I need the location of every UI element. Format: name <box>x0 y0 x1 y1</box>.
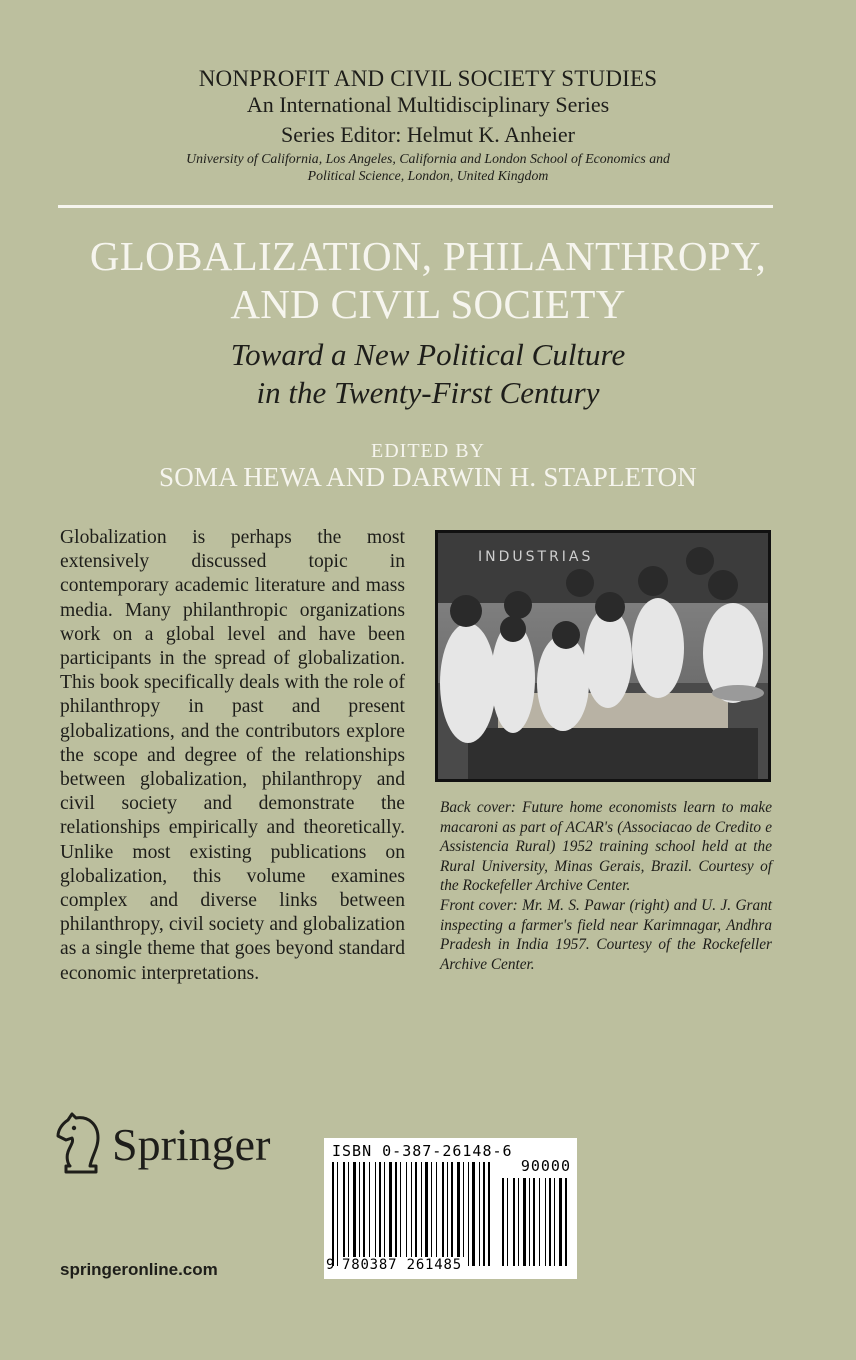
springer-logo <box>52 1110 292 1182</box>
chalkboard-text: INDUSTRIAS <box>478 549 594 565</box>
publisher-website[interactable]: springeronline.com <box>60 1260 218 1279</box>
barcode-lead-digit: 9 <box>326 1257 335 1273</box>
publisher-name: Springer <box>112 1119 271 1170</box>
cover-photo <box>435 530 771 782</box>
chess-knight-icon <box>52 1112 108 1178</box>
back-cover-caption: Back cover: Future home economists learn to make macaroni as part of ACAR's (Associacao de Credito e Assistencia Rural) 1952 training school held at the Rural University, Minas Gerais, Brazil. Courtesy of the Rockefeller Archive Center. <box>440 799 772 894</box>
photo-illustration <box>438 533 768 779</box>
series-editor-affiliation: University of California, Los Angeles, California and London School of Economics and Political Science, London, United Kingdom <box>186 151 670 183</box>
isbn-label: ISBN 0-387-26148-6 <box>332 1142 513 1160</box>
book-title <box>0 232 856 328</box>
book-title-line-2: AND CIVIL SOCIETY <box>230 281 626 327</box>
book-subtitle-line-2: in the Twenty-First Century <box>256 375 600 410</box>
edited-by-label: EDITED BY <box>371 440 485 462</box>
book-title-line-1: GLOBALIZATION, PHILANTHROPY, <box>89 233 767 279</box>
book-subtitle-line-1: Toward a New Political Culture <box>230 337 626 372</box>
series-editor: Series Editor: Helmut K. Anheier <box>281 122 575 147</box>
front-cover-caption: Front cover: Mr. M. S. Pawar (right) and U. J. Grant inspecting a farmer's field near Karimnagar, Andhra Pradesh in India 1957. Courtesy of the Rockefeller Archive Center. <box>440 897 772 973</box>
divider <box>58 205 773 208</box>
book-subtitle <box>0 336 856 412</box>
isbn-barcode <box>324 1138 577 1279</box>
series-name: NONPROFIT AND CIVIL SOCIETY STUDIES <box>198 66 658 91</box>
barcode-digits: 780387 261485 <box>342 1257 462 1273</box>
series-subtitle: An International Multidisciplinary Series <box>246 92 610 117</box>
book-editors: SOMA HEWA AND DARWIN H. STAPLETON <box>159 462 697 492</box>
book-description: Globalization is perhaps the most extensively discussed topic in contemporary academic literature and mass media. Many philanthropic organizations work on a global level and have been participants in the spread of globalization. This book specifically deals with the role of philanthropy in past and present globalizations, and the contributors explore the scope and degree of the relationships between globalization, philanthropy and civil society and demonstrate the relationships empirically and theoretically. Unlike most existing publications on globalization, this volume examines complex and diverse links between philanthropy, civil society and globalization as a single theme that goes beyond standard economic interpretations. <box>60 527 405 984</box>
price-code: 90000 <box>520 1157 571 1175</box>
